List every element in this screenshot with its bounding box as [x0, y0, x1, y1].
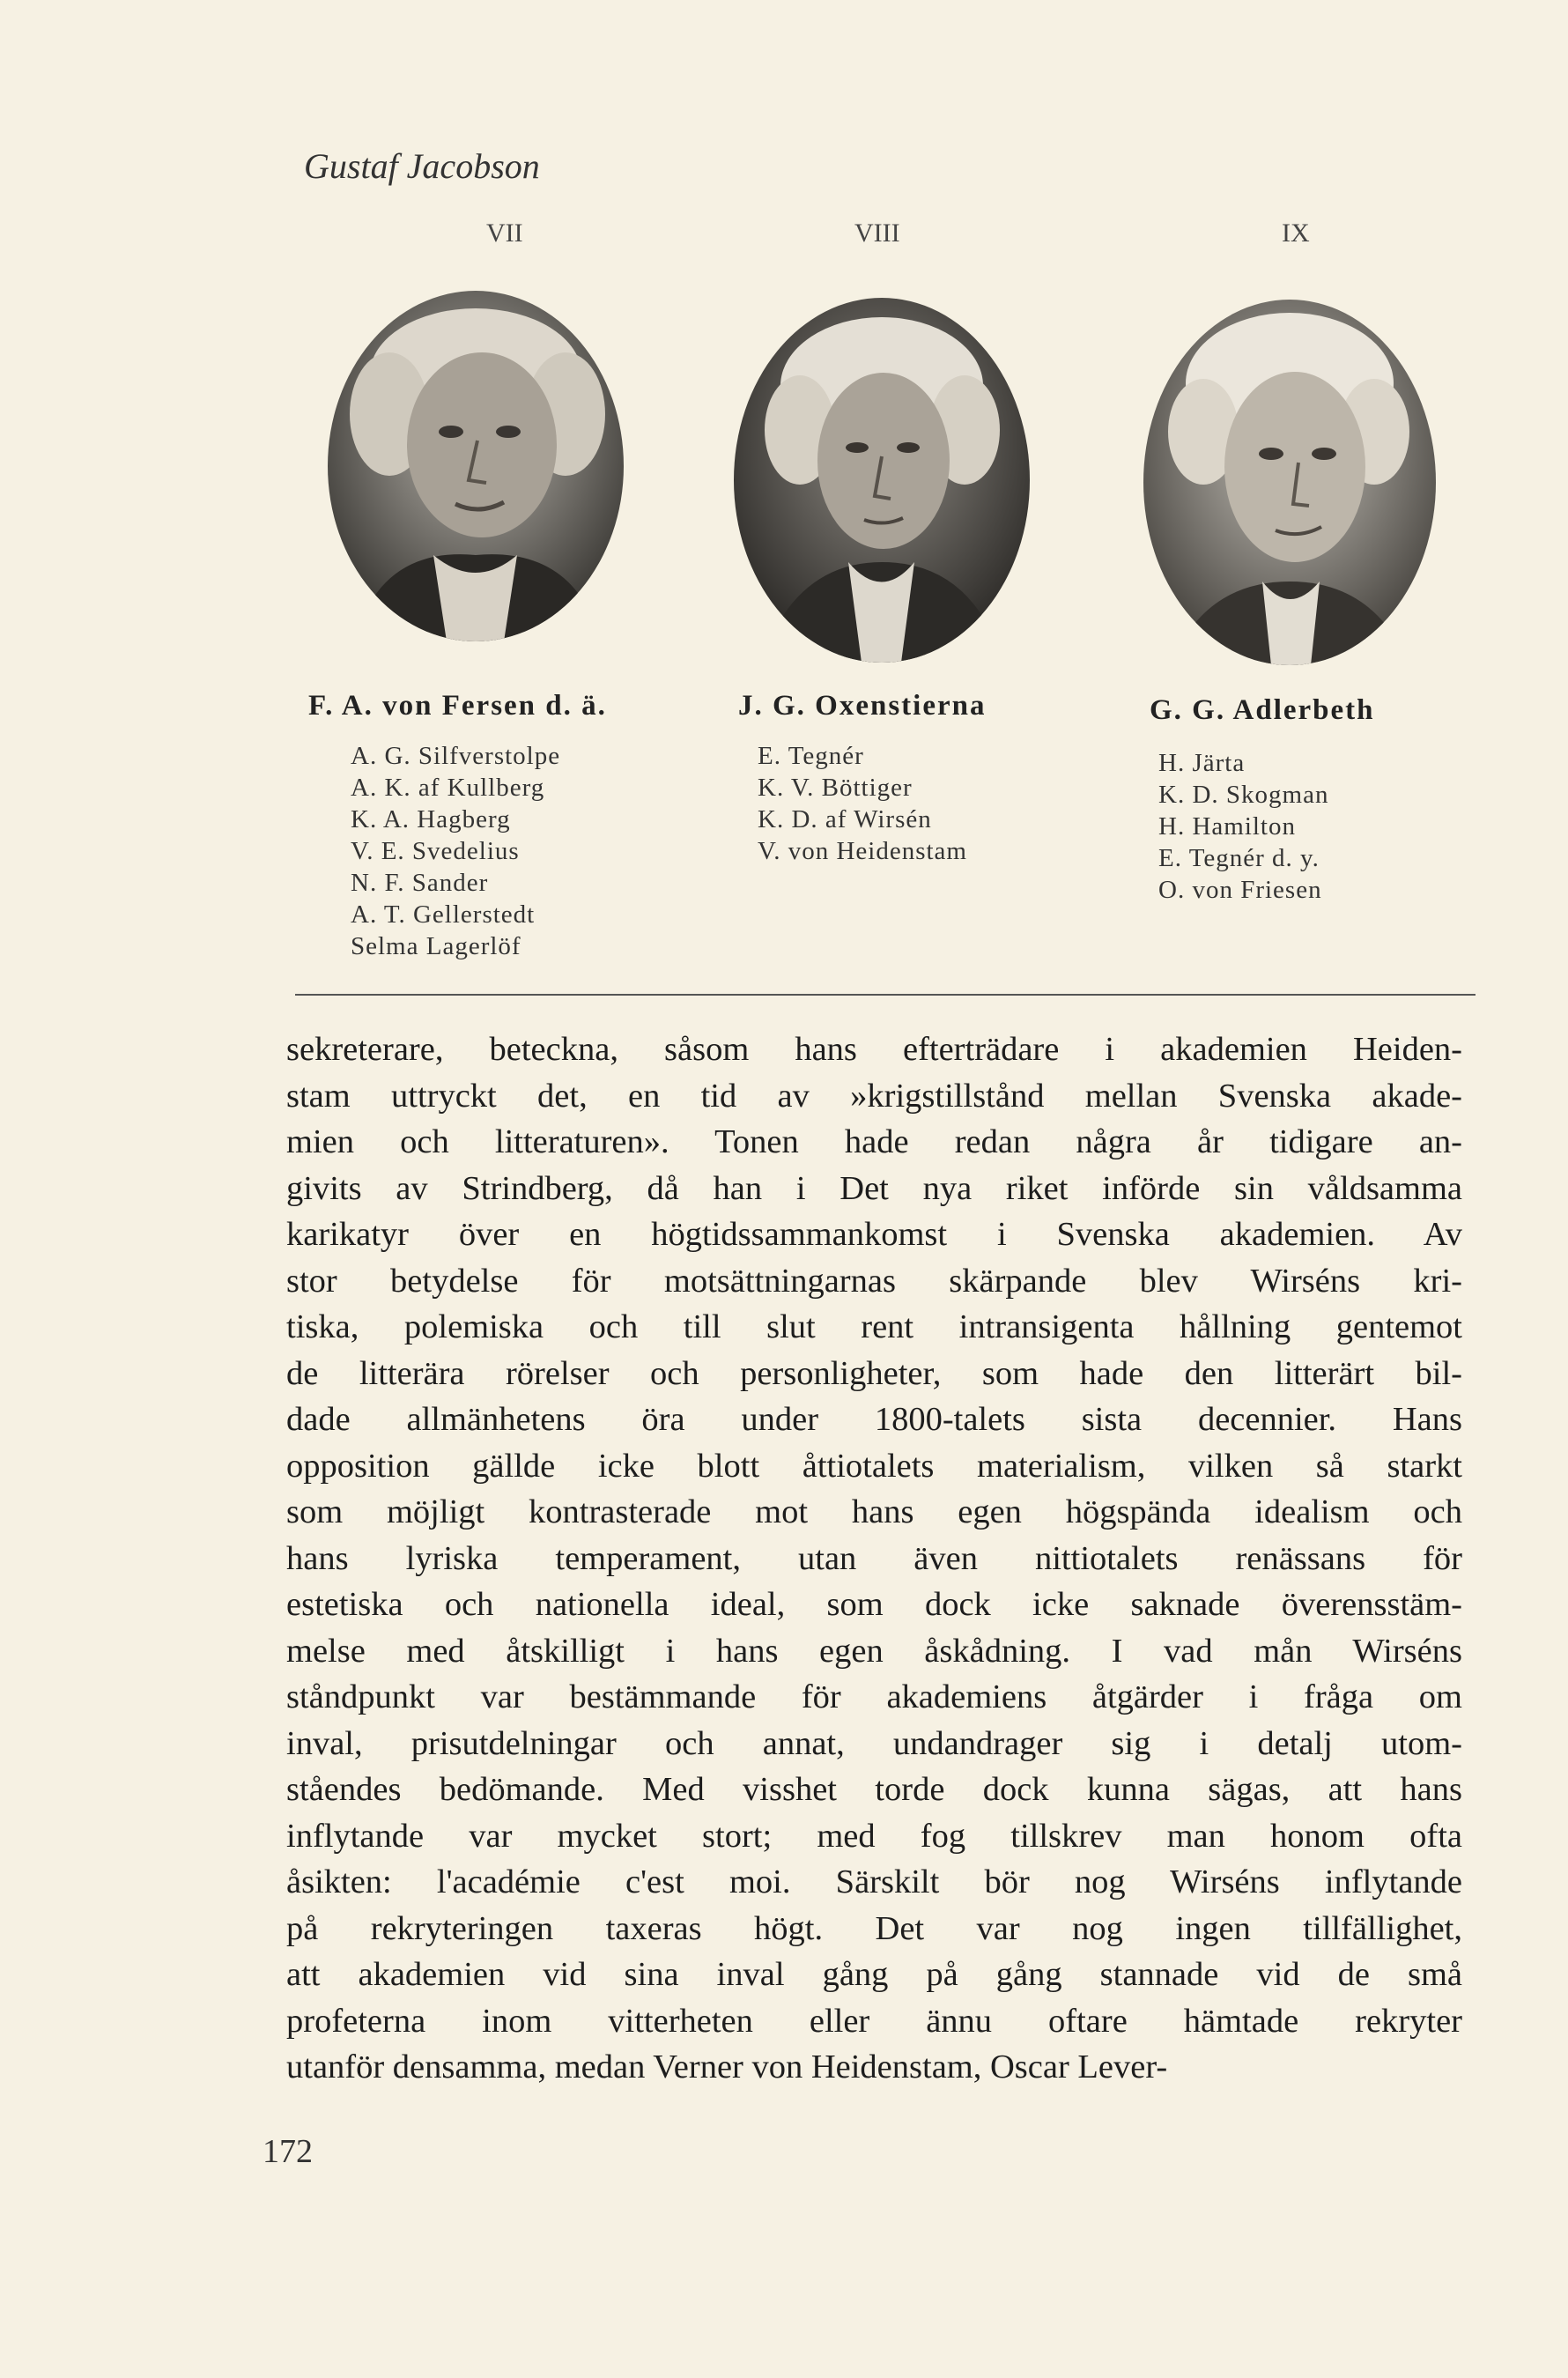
text-line: stam uttryckt det, en tid av »krigstillstånd mellan Svenska akade- — [286, 1077, 1462, 1115]
text-line: profeterna inom vitterheten eller ännu oftare hämtade rekryter — [286, 2002, 1462, 2040]
column-name-adlerbeth: G. G. Adlerbeth — [1150, 694, 1375, 726]
horizontal-divider — [295, 994, 1476, 996]
text-line: ståendes bedömande. Med visshet torde dock kunna sägas, att hans — [286, 1771, 1462, 1808]
column-numeral-ix: IX — [1282, 219, 1310, 248]
list-item: V. von Heidenstam — [758, 837, 967, 865]
text-line: åsikten: l'académie c'est moi. Särskilt bör nog Wirséns inflytande — [286, 1863, 1462, 1900]
text-line: dade allmänhetens öra under 1800-talets sista decennier. Hans — [286, 1401, 1462, 1438]
page-number: 172 — [263, 2133, 313, 2170]
list-item: A. T. Gellerstedt — [351, 900, 536, 929]
list-item: K. A. Hagberg — [351, 805, 511, 833]
list-item: K. D. Skogman — [1158, 781, 1329, 809]
body-text — [286, 1026, 1462, 2091]
list-item: Selma Lagerlöf — [351, 932, 521, 960]
text-line: tiska, polemiska och till slut rent intransigenta hållning gentemot — [286, 1308, 1462, 1345]
text-line: sekreterare, beteckna, såsom hans efterträdare i akademien Heiden- — [286, 1031, 1462, 1068]
running-head: Gustaf Jacobson — [304, 146, 540, 186]
list-item: E. Tegnér d. y. — [1158, 844, 1320, 872]
text-line: inval, prisutdelningar och annat, undandrager sig i detalj utom- — [286, 1724, 1462, 1762]
text-line: på rekryteringen taxeras högt. Det var nog ingen tillfällighet, — [286, 1909, 1462, 1947]
text-line: att akademien vid sina inval gång på gång stannade vid de små — [286, 1956, 1462, 1993]
list-item: A. G. Silfverstolpe — [351, 742, 561, 770]
list-item: N. F. Sander — [351, 869, 489, 897]
portrait-fersen — [328, 291, 624, 641]
text-line: stor betydelse för motsättningarnas skärpande blev Wirséns kri- — [286, 1262, 1462, 1300]
successor-list-fersen — [351, 740, 560, 962]
list-item: V. E. Svedelius — [351, 837, 520, 865]
successor-list-oxenstierna — [758, 740, 967, 867]
text-line: opposition gällde icke blott åttiotalets materialism, vilken så starkt — [286, 1447, 1462, 1485]
portrait-oxenstierna — [734, 298, 1030, 663]
list-item: H. Hamilton — [1158, 812, 1296, 841]
text-line: melse med åtskilligt i hans egen åskådning. I vad mån Wirséns — [286, 1632, 1462, 1670]
list-item: O. von Friesen — [1158, 876, 1322, 904]
column-name-fersen: F. A. von Fersen d. ä. — [308, 690, 607, 722]
text-line: estetiska och nationella ideal, som dock icke saknade överensstäm- — [286, 1586, 1462, 1623]
text-line: karikatyr över en högtidssammankomst i Svenska akademien. Av — [286, 1216, 1462, 1253]
text-line: mien och litteraturen». Tonen hade redan några år tidigare an- — [286, 1123, 1462, 1160]
list-item: E. Tegnér — [758, 742, 864, 770]
successor-list-adlerbeth — [1158, 747, 1328, 906]
column-name-oxenstierna: J. G. Oxenstierna — [738, 690, 987, 722]
list-item: K. D. af Wirsén — [758, 805, 932, 833]
list-item: A. K. af Kullberg — [351, 774, 545, 802]
text-line: de litterära rörelser och personligheter, som hade den litterärt bil- — [286, 1354, 1462, 1392]
column-numeral-viii: VIII — [854, 219, 900, 248]
text-line: ståndpunkt var bestämmande för akademiens åtgärder i fråga om — [286, 1678, 1462, 1715]
list-item: H. Järta — [1158, 749, 1246, 777]
list-item: K. V. Böttiger — [758, 774, 913, 802]
text-line: utanför densamma, medan Verner von Heidenstam, Oscar Lever- — [286, 2048, 1168, 2085]
text-line: inflytande var mycket stort; med fog tillskrev man honom ofta — [286, 1817, 1462, 1855]
text-line: givits av Strindberg, då han i Det nya riket införde sin våldsamma — [286, 1169, 1462, 1207]
text-line: hans lyriska temperament, utan även nittiotalets renässans för — [286, 1539, 1462, 1577]
text-line: som möjligt kontrasterade mot hans egen högspända idealism och — [286, 1493, 1462, 1530]
column-numeral-vii: VII — [486, 219, 523, 248]
portrait-adlerbeth — [1143, 300, 1436, 665]
